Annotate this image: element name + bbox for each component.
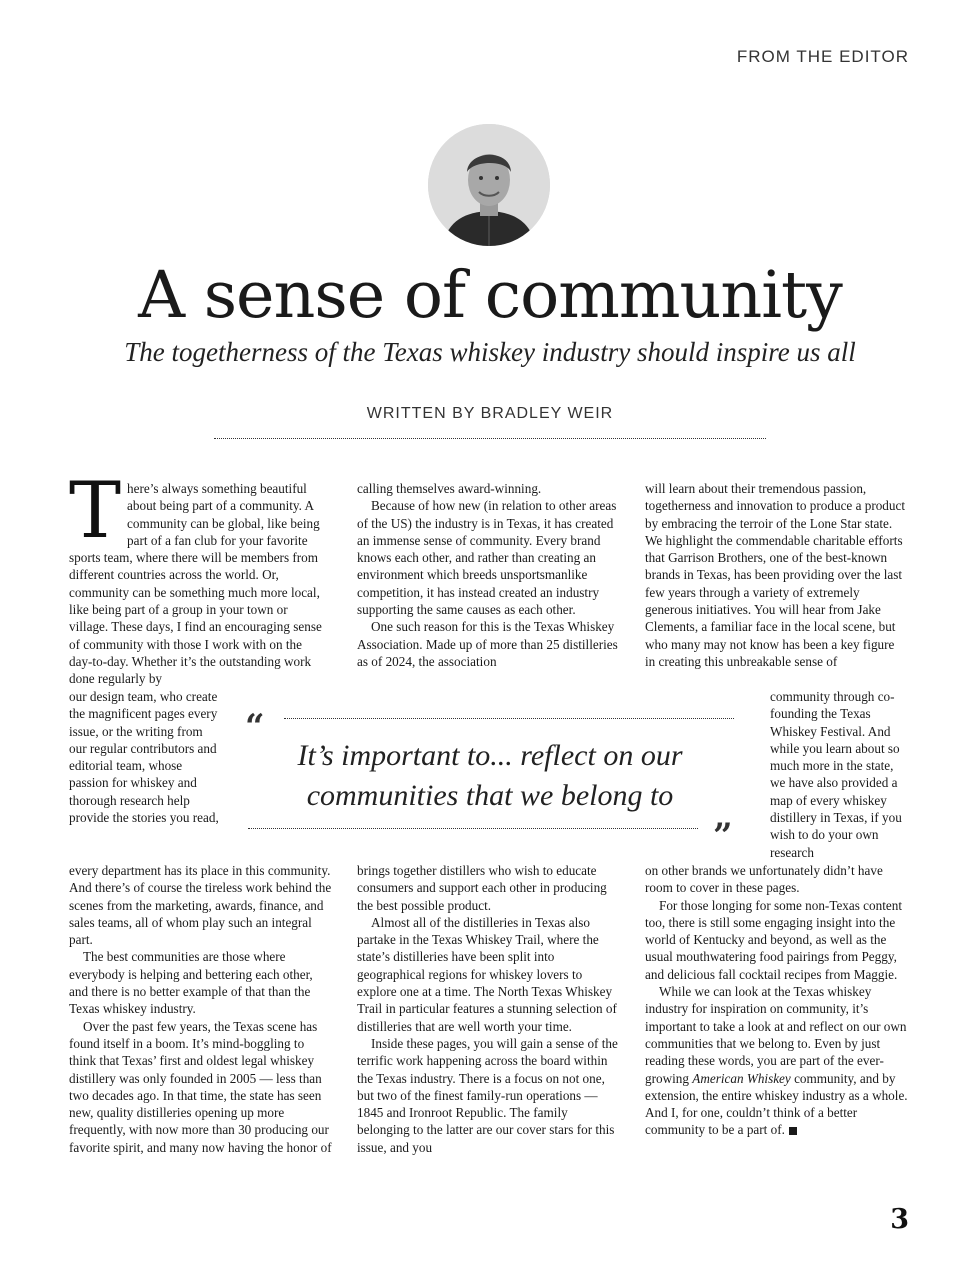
column-2-paragraph-4: Inside these pages, you will gain a sense of the terrific work happening across the board within the Texas industry. There is a focus on not one, but two of the finest family-run operations — 1845 and Ironroot Republic. The family belonging to the latter are our cover stars for this issue, and you (357, 1035, 618, 1155)
close-quote-icon: ” (713, 816, 733, 856)
pull-quote-bottom-rule (248, 828, 698, 829)
column-2-paragraph-3: Almost all of the distilleries in Texas also partake in the Texas Whiskey Trail, where the state’s distilleries have been split into geographical regions for whiskey lovers to explore one at a time. The North Texas Whiskey Trail in particular features a stunning selection of distilleries that are well worth your time. (357, 914, 617, 1034)
section-label: FROM THE EDITOR (736, 47, 909, 66)
article-subtitle: The togetherness of the Texas whiskey industry should inspire us all (124, 337, 856, 367)
author-portrait-icon (428, 124, 550, 246)
column-2-paragraph-1: Because of how new (in relation to other areas of the US) the industry is in Texas, it has created an immense sense of community. Every brand knows each other, and rather than creating an environment which breeds unsportsmanlike competition, it has instead created an industry supporting the same causes as each other. (357, 498, 617, 618)
column-3-side-text: community through co-founding the Texas Whiskey Festival. And while you learn about so much more in the state, we have also provided a map of every whiskey distillery in Texas, if you wish to do your own research (770, 689, 902, 860)
column-1-continuation: every department has its place in this community. And there’s of course the tireless work behind the scenes from the marketing, awards, finance, and sales teams, all of whom play such an integral part. (69, 863, 332, 948)
closing-text-b: community, and by extension, the entire whiskey industry as a whole. And I, for one, couldn’t think of a better community to be a part of. (645, 1070, 908, 1138)
column-2-paragraph-2: One such reason for this is the Texas Whiskey Association. Made up of more than 25 distilleries as of 2024, the association (357, 619, 618, 669)
pull-quote: It’s important to... reflect on our communities that we belong to (297, 739, 683, 812)
column-1-paragraph-3: Over the past few years, the Texas scene has found itself in a boom. It’s mind-boggling to think that Texas’ first and oldest legal whiskey distillery was only founded in 2005 — less than two decades ago. In that time, the state has seen new, quality distilleries opening up more frequently, with now more than 30 producing our favorite spirit, and many now having the honor of (69, 1018, 332, 1155)
column-3-continuation: will learn about their tremendous passion, togetherness and innovation to produce a product by embracing the terroir of the Lone Star state. We highlight the commendable charitable efforts that Garrison Brothers, one of the best-known brands in Texas, has been providing over the last few years through a variety of extremely generous initiatives. You will hear from Jake Clements, a familiar face in the local scene, but who many may not know has been a key figure in creating this unbreakable sense of (645, 481, 906, 669)
column-2-continuation: calling themselves award-winning. (357, 481, 542, 496)
column-3-paragraph-2: For those longing for some non-Texas content too, there is still some engaging insight into the world of Kentucky and beyond, as well as the usual mouthwatering food pairings from Peggy, and delicious fall cocktail recipes from Maggie. (645, 897, 903, 982)
column-3-side (770, 688, 910, 861)
byline: WRITTEN BY BRADLEY WEIR (366, 405, 614, 422)
pull-quote-top-rule (284, 718, 734, 719)
column-3-bottom (645, 862, 909, 1139)
column-1-bottom (69, 862, 333, 1156)
column-2-top (357, 480, 623, 670)
closing-text-a: While we can look at the Texas whiskey industry for inspiration on community, it’s important to take a look at and reflect on our own communities that we belong to. Even by just reading these words, you are part of the ever-growing (645, 984, 907, 1086)
author-avatar (428, 124, 550, 246)
column-1-side-text: our design team, who create the magnificent pages every issue, or the writing from our regular contributors and editorial team, whose passion for whiskey and thorough research help provide the stories you read, (69, 689, 219, 826)
column-2-bottom-continuation: brings together distillers who wish to educate consumers and support each other in producing the best possible product. (357, 863, 607, 913)
column-1-side (69, 688, 219, 826)
column-1-top (69, 466, 325, 688)
column-1-paragraph-2: The best communities are those where everybody is helping and bettering each other, and there is no better example of that than the Texas whiskey industry. (69, 949, 313, 1017)
column-3-bottom-continuation: on other brands we unfortunately didn’t have room to cover in these pages. (645, 863, 883, 896)
byline-divider (214, 438, 766, 439)
article-title: A sense of community (138, 258, 842, 333)
column-3-paragraph-3 (645, 983, 909, 1139)
page-number: 3 (890, 1204, 909, 1235)
column-3-top (645, 480, 907, 670)
drop-cap: T (69, 466, 122, 556)
intro-paragraph: here’s always something beautiful about being part of a community. A community can be global, like being part of a fan club for your favorite sports team, where there will be members from different countries across the world. Or, community can be something much more local, like being part of a group in your town or village. These days, I find an encouraging sense of community with those I work with on the day-to-day. Whether it’s the outstanding work done regularly by (69, 481, 322, 687)
end-of-article-mark (789, 1127, 797, 1135)
column-2-bottom (357, 862, 623, 1156)
open-quote-icon: “ (245, 707, 265, 747)
magazine-name: American Whiskey (692, 1070, 791, 1086)
